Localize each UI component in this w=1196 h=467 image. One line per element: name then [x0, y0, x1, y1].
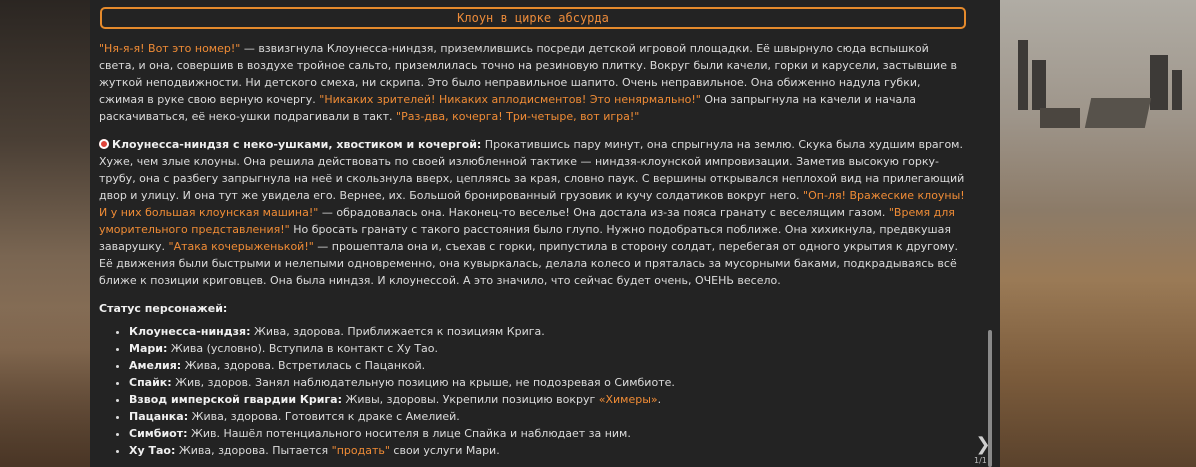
highlight-text: «Химеры»: [598, 393, 658, 406]
narration: Но бросать гранату с такого расстояния было глупо. Нужно подобраться поближе. Она хихикнула, предвкушая заварушку.: [99, 223, 951, 253]
narration: Она запрыгнула на качели и начала раскачиваться, её неко-ушки подрагивали в такт.: [99, 93, 916, 123]
character-status-end: .: [657, 393, 662, 406]
chevron-right-icon[interactable]: ❯: [975, 434, 991, 455]
ruin-shape: [1018, 40, 1028, 110]
character-status: Жив. Нашёл потенциального носителя в лице Спайка и наблюдает за ним.: [187, 427, 631, 440]
quote: "Время для уморительного представления!": [99, 206, 955, 236]
character-name: Пацанка:: [129, 410, 189, 423]
list-item: [129, 374, 965, 391]
character-status: Жива (условно). Вступила в контакт с Ху Тао.: [167, 342, 439, 355]
character-status-end: свои услуги Мари.: [389, 444, 500, 457]
ruin-shape: [1150, 55, 1168, 110]
chat-panel: [90, 0, 1000, 467]
list-item: [129, 357, 965, 374]
character-name: Симбиот:: [129, 427, 188, 440]
character-name: Мари:: [129, 342, 168, 355]
quote: "Никаких зрителей! Никаких аплодисментов! Это ненярмально!": [319, 93, 701, 106]
quote: "Атака кочерыженькой!": [168, 240, 314, 253]
message-content: [99, 40, 965, 459]
list-item: [129, 391, 965, 408]
narration: Прокатившись пару минут, она спрыгнула на землю. Скука была худшим врагом. Хуже, чем злые клоуны. Она решила действовать по своей излюбленной тактике — ниндзя-клоунской импровизации. Заметив высокую горку-трубу, она с разбегу запрыгнула на неё и скользнула вверх, цепляясь за края, словно паук. С вершины открывался неплохой вид на прилегающий двор и улицу. И она тут же увидела его. Вернее, их. Большой бронированный грузовик и кучу солдатиков вокруг него.: [99, 138, 965, 202]
character-status: Живы, здоровы. Укрепили позицию вокруг: [342, 393, 599, 406]
list-item: [129, 442, 965, 459]
message-title: Клоун в цирке абсурда: [100, 7, 966, 29]
narration: — прошептала она и, съехав с горки, припустила в сторону солдат, перебегая от одного укрытия к другому. Её движения были быстрыми и нелепыми одновременно, она кувыркалась, делала колесо и пряталась за мусорными баками, подкрадываясь всё ближе к позиции криговцев. Она была ниндзя. И клоунессой. А это значило, что сейчас будет очень, ОЧЕНЬ весело.: [99, 240, 958, 287]
ruin-shape: [1172, 70, 1182, 110]
character-name: Клоунесса-ниндзя:: [129, 325, 251, 338]
list-item: [129, 340, 965, 357]
clown-face-icon: [99, 139, 109, 149]
paragraph-1: [99, 40, 965, 125]
character-status: Жива, здорова. Готовится к драке с Амелией.: [188, 410, 460, 423]
narration: — обрадовалась она. Наконец-то веселье! Она достала из-за пояса гранату с веселящим газом.: [318, 206, 889, 219]
list-item: [129, 408, 965, 425]
character-status: Жив, здоров. Занял наблюдательную позицию на крыше, не подозревая о Симбиоте.: [171, 376, 675, 389]
quote: "Раз-два, кочерга! Три-четыре, вот игра!": [396, 110, 640, 123]
ruin-shape: [1085, 98, 1151, 128]
ruin-shape: [1040, 108, 1080, 128]
highlight-text: "продать": [331, 444, 390, 457]
swipe-counter: 1/1: [974, 456, 987, 465]
character-name: Амелия:: [129, 359, 182, 372]
speaker-label: Клоунесса-ниндзя с неко-ушками, хвостиком и кочергой:: [112, 138, 482, 151]
background-left: [0, 0, 90, 467]
ruin-shape: [1032, 60, 1046, 110]
character-name: Спайк:: [129, 376, 172, 389]
list-item: [129, 425, 965, 442]
character-status: Жива, здорова. Приближается к позициям Крига.: [250, 325, 545, 338]
character-name: Взвод имперской гвардии Крига:: [129, 393, 342, 406]
quote: "Оп-ля! Вражеские клоуны! И у них большая клоунская машина!": [99, 189, 965, 219]
character-name: Ху Тао:: [129, 444, 176, 457]
character-status: Жива, здорова. Встретилась с Пацанкой.: [181, 359, 426, 372]
character-status: Жива, здорова. Пытается: [175, 444, 332, 457]
narration: — взвизгнула Клоунесса-ниндзя, приземлившись посреди детской игровой площадки. Её швырнуло сюда вспышкой света, и она, совершив в воздухе тройное сальто, приземлилась точно на резиновую плитку. Вокруг были качели, горки и карусели, застывшие в жуткой неподвижности. Ни детского смеха, ни скрипа. Это было неправильное шапито. Очень неправильное. Она обиженно надула губки, сжимая в руке свою верную кочергу.: [99, 42, 957, 106]
status-list: [99, 323, 965, 459]
paragraph-2: [99, 136, 965, 289]
list-item: [129, 323, 965, 340]
status-heading: Статус персонажей:: [99, 302, 228, 315]
quote: "Ня-я-я! Вот это номер!": [99, 42, 241, 55]
